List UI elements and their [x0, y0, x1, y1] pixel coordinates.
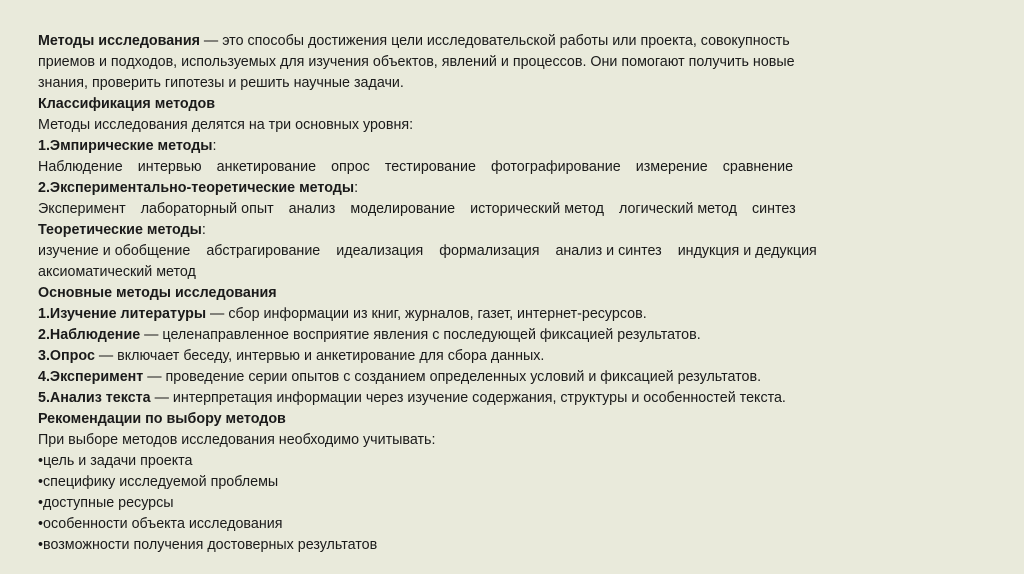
main-method-item	[38, 367, 988, 388]
recommendation-bullet: •цель и задачи проекта	[38, 453, 193, 469]
group-theoretical-extra: аксиоматический метод	[38, 264, 196, 280]
group-colon: :	[212, 138, 217, 154]
main-method-text: — целенаправленное восприятие явления с последующей фиксацией результатов.	[140, 327, 701, 343]
method-item: сравнение	[722, 159, 794, 175]
method-item: исторический метод	[470, 201, 604, 217]
group-colon: :	[354, 180, 359, 196]
main-method-item	[38, 388, 988, 409]
method-item: анализ и синтез	[555, 243, 662, 259]
main-method-item	[38, 346, 988, 367]
intro-term: Методы исследования	[38, 33, 200, 49]
main-method-title: 2.Наблюдение	[38, 327, 141, 343]
method-item: интервью	[137, 159, 202, 175]
group-empirical-title	[38, 136, 988, 157]
group-exp-theor-title	[38, 178, 988, 199]
method-item: фотографирование	[490, 159, 621, 175]
main-method-title: 3.Опрос	[38, 348, 95, 364]
method-item: опрос	[331, 159, 370, 175]
group-title: Теоретические методы	[38, 222, 202, 238]
main-method-title: 5.Анализ текста	[38, 390, 151, 406]
group-colon: :	[201, 222, 206, 238]
group-exp-theor-items	[38, 199, 988, 220]
method-item: лабораторный опыт	[140, 201, 274, 217]
recommendation-bullet: •возможности получения достоверных результатов	[38, 537, 378, 553]
group-theoretical-title	[38, 220, 988, 241]
method-item: Наблюдение	[38, 159, 123, 175]
recommendation-bullet: •особенности объекта исследования	[38, 516, 283, 532]
method-item: изучение и обобщение	[38, 243, 191, 259]
main-method-text: — сбор информации из книг, журналов, газет, интернет-ресурсов.	[206, 306, 647, 322]
main-method-item	[38, 304, 988, 325]
main-methods-heading: Основные методы исследования	[38, 285, 277, 301]
group-empirical-items	[38, 157, 988, 178]
intro-line-3: знания, проверить гипотезы и решить научные задачи.	[38, 75, 404, 91]
recommendations-lead: При выборе методов исследования необходимо учитывать:	[38, 432, 436, 448]
main-method-text: — интерпретация информации через изучение содержания, структуры и особенностей текста.	[150, 390, 786, 406]
recommendation-bullet: •специфику исследуемой проблемы	[38, 474, 279, 490]
method-item: абстрагирование	[206, 243, 321, 259]
method-item: измерение	[635, 159, 708, 175]
method-item: анкетирование	[216, 159, 317, 175]
method-item: Эксперимент	[38, 201, 126, 217]
main-method-item	[38, 325, 988, 346]
slide-text	[38, 31, 988, 556]
group-theoretical-items	[38, 241, 988, 262]
group-title: 2.Экспериментально-теоретические методы	[38, 180, 355, 196]
method-item: моделирование	[350, 201, 456, 217]
method-item: синтез	[752, 201, 796, 217]
main-method-title: 1.Изучение литературы	[38, 306, 207, 322]
main-method-text: — проведение серии опытов с созданием определенных условий и фиксацией результатов.	[143, 369, 762, 385]
method-item: тестирование	[384, 159, 476, 175]
method-item: анализ	[288, 201, 336, 217]
method-item: логический метод	[618, 201, 738, 217]
main-method-title: 4.Эксперимент	[38, 369, 144, 385]
recommendation-bullet: •доступные ресурсы	[38, 495, 174, 511]
intro-line-1	[38, 31, 988, 52]
classification-lead: Методы исследования делятся на три основных уровня:	[38, 117, 414, 133]
group-title: 1.Эмпирические методы	[38, 138, 213, 154]
classification-heading: Классификация методов	[38, 96, 216, 112]
method-item: индукция и дедукция	[677, 243, 817, 259]
main-method-text: — включает беседу, интервью и анкетирование для сбора данных.	[94, 348, 545, 364]
method-item: идеализация	[336, 243, 424, 259]
recommendations-heading: Рекомендации по выбору методов	[38, 411, 286, 427]
method-item: формализация	[439, 243, 540, 259]
intro-line-2: приемов и подходов, используемых для изучения объектов, явлений и процессов. Они помогают получить новые	[38, 54, 795, 70]
intro-definition: — это способы достижения цели исследовательской работы или проекта, совокупность	[199, 33, 790, 49]
